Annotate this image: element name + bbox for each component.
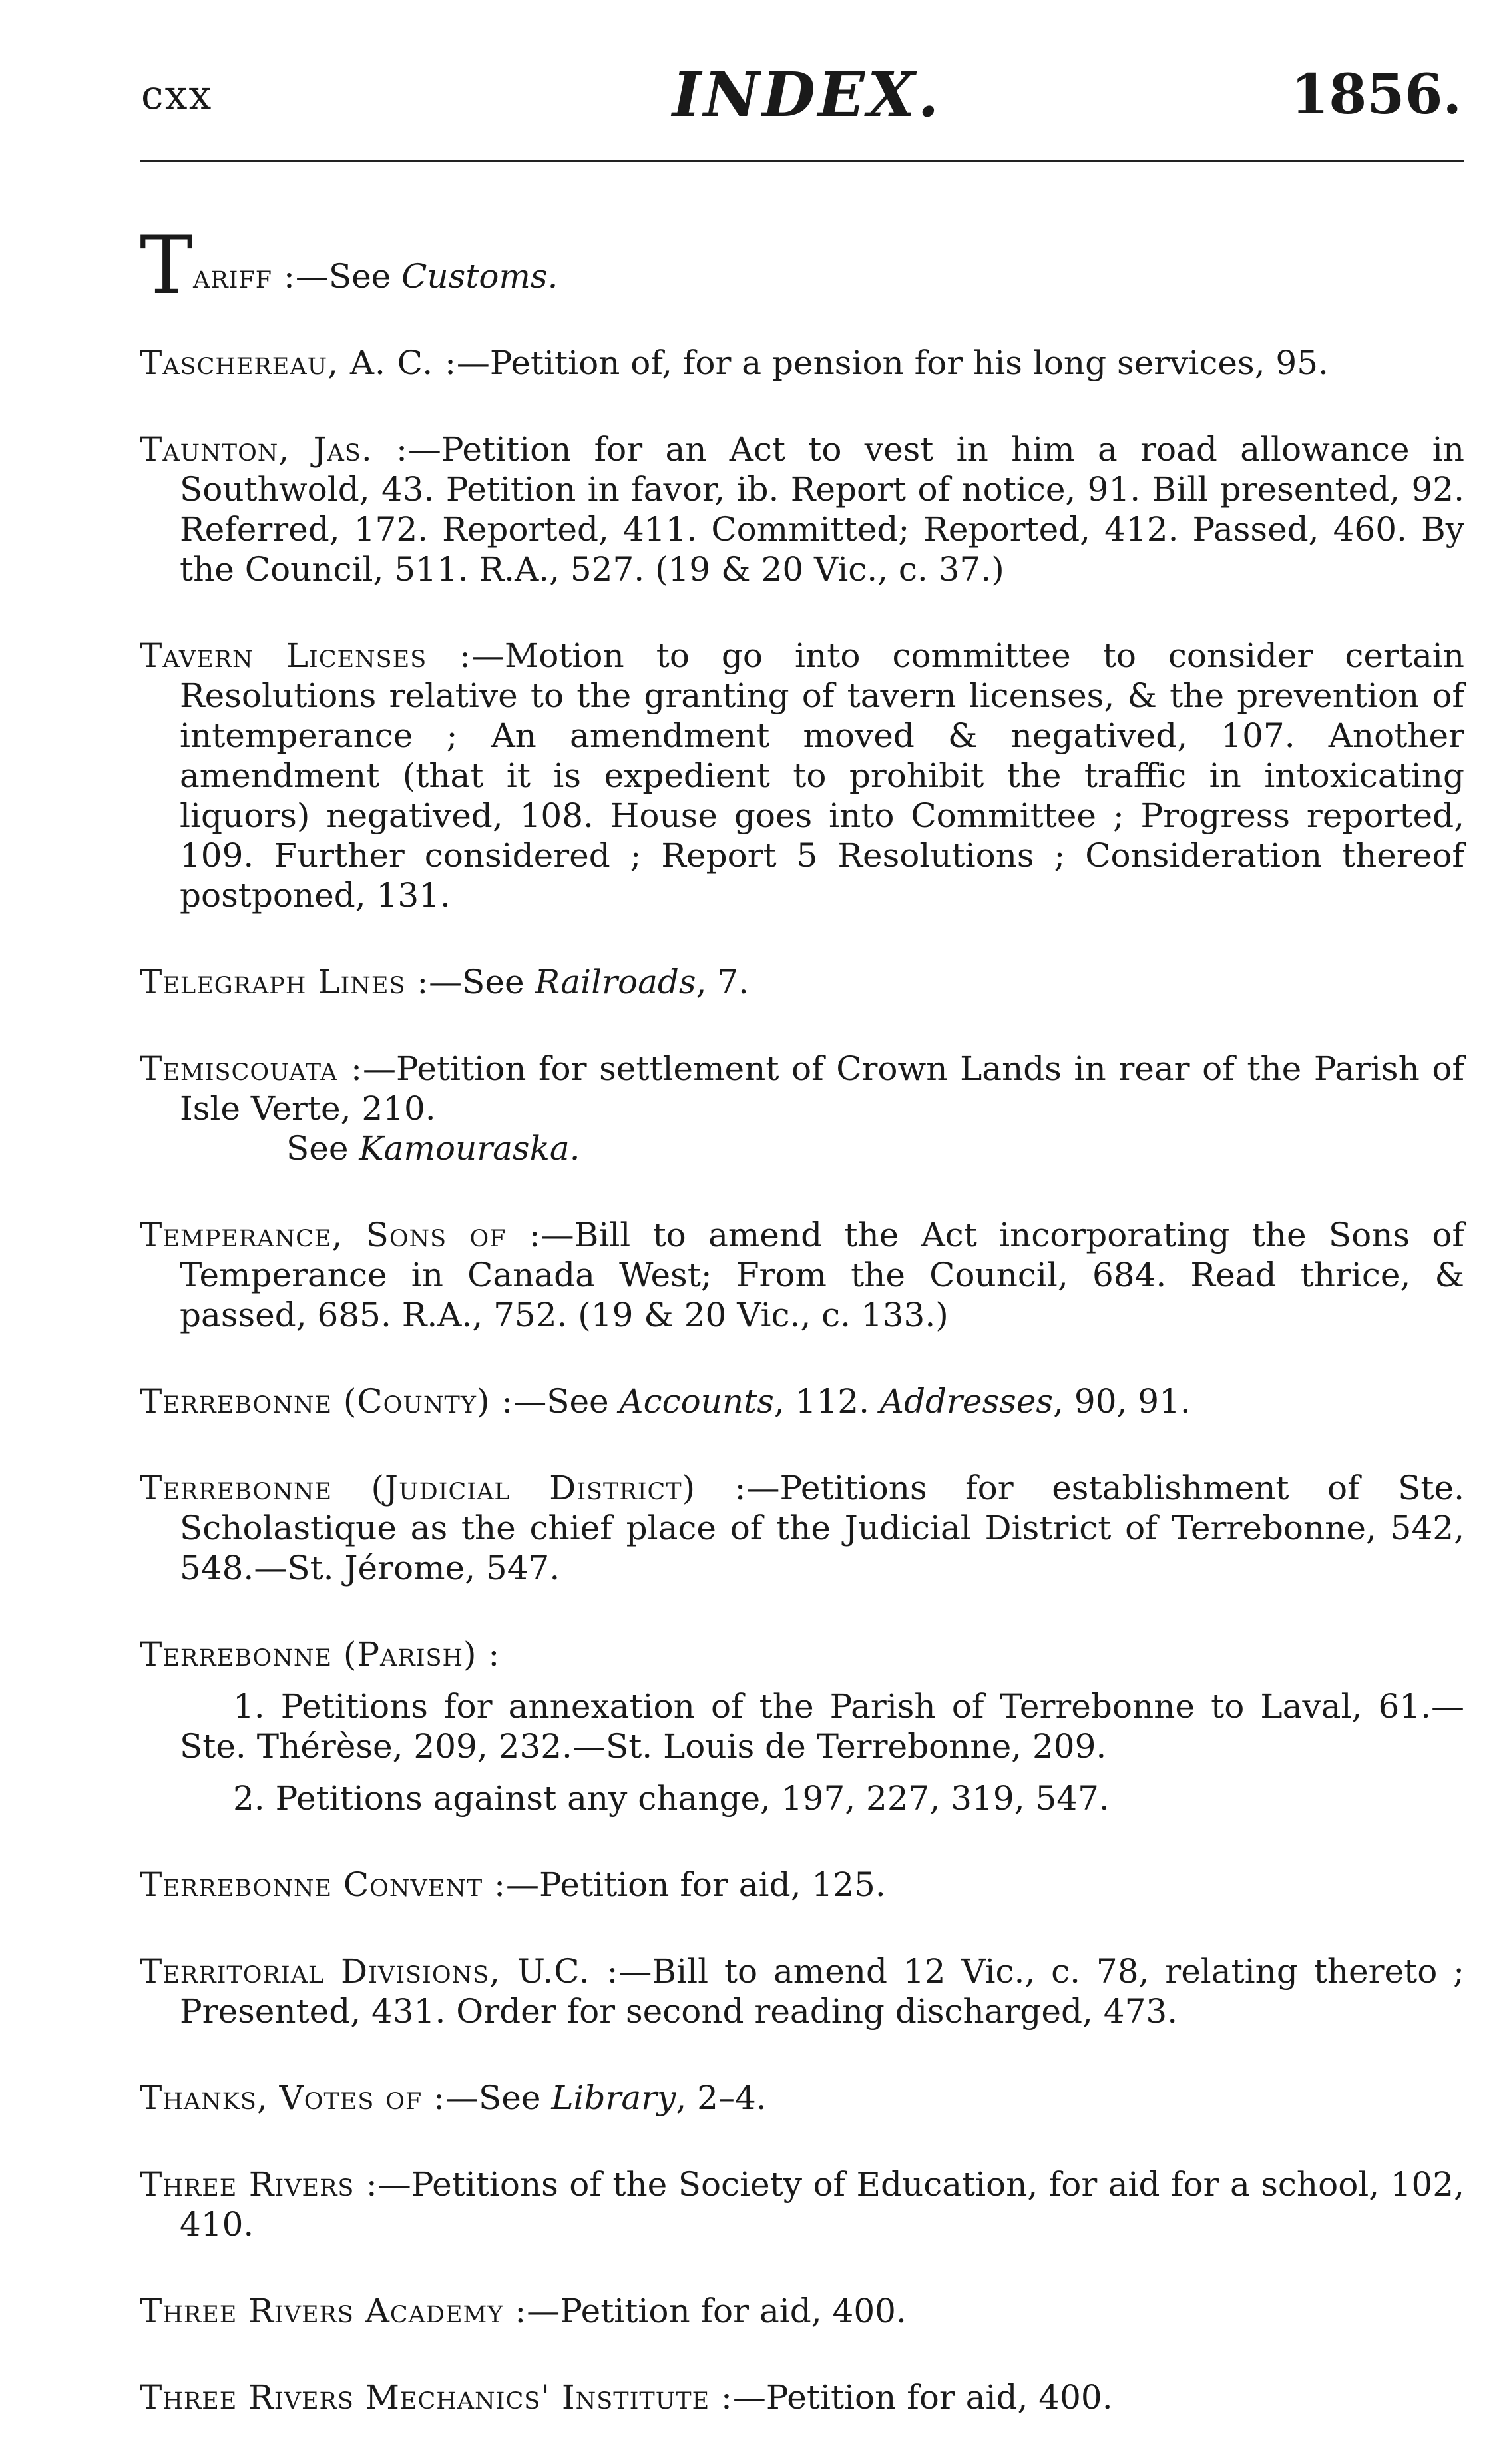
index-entry <box>140 2078 1464 2118</box>
index-entry <box>140 636 1464 915</box>
drop-initial: T <box>140 220 194 312</box>
index-entry <box>140 1215 1464 1335</box>
entry-text: —Bill to amend 12 Vic., c. 78, relating thereto ; Presented, 431. Order for second reading discharged, 473. <box>180 1952 1464 2031</box>
entry-heading: Terrebonne Convent : <box>140 1865 507 1904</box>
entry-heading: Taunton, Jas. : <box>140 430 408 469</box>
entry-text: —Motion to go into committee to consider certain Resolutions relative to the granting of tavern licenses, & the prevention of intemperance ; An amendment moved & negatived, 107. Another amendment (that it is expedient to prohibit the traffic in intoxicating liquors) negatived, 108. House goes into Committee ; Progress reported, 109. Further considered ; Report 5 Resolutions ; Consideration thereof postponed, 131. <box>180 636 1464 915</box>
entry-heading: Terrebonne (Judicial District) : <box>140 1469 747 1507</box>
index-entry <box>140 220 1464 312</box>
index-page <box>140 47 1464 2417</box>
header-rule-thick <box>140 160 1464 162</box>
entry-see-ref: Kamouraska. <box>359 1129 580 1168</box>
entry-heading: Telegraph Lines : <box>140 963 429 1001</box>
page-year: 1856. <box>1291 63 1462 126</box>
entry-text-mid: , 112. <box>773 1382 880 1421</box>
index-entry <box>140 1634 1464 1818</box>
entry-see-ref: Accounts <box>619 1382 774 1421</box>
index-entries <box>140 220 1464 2464</box>
entry-text: —Petitions of the Society of Education, for aid for a school, 102, 410. <box>180 2165 1464 2244</box>
entry-see-ref: Library <box>551 2079 676 2117</box>
entry-text: —See <box>429 963 535 1001</box>
entry-text: —See <box>513 1382 620 1421</box>
entry-text: —Petition for an Act to vest in him a road allowance in Southwold, 43. Petition in favor, ib. Report of notice, 91. Bill presented, 92. Referred, 172. Reported, 411. Committed; Reported, 412. Passed, 460. By the Council, 511. R.A., 527. (19 & 20 Vic., c. 37.) <box>180 430 1464 589</box>
entry-see-ref: Customs. <box>401 257 558 296</box>
entry-text: —Bill to amend the Act incorporating the Sons of Temperance in Canada West; From the Council, 684. Read thrice, & passed, 685. R.A., 752. (19 & 20 Vic., c. 133.) <box>180 1216 1464 1334</box>
header-rule <box>140 160 1464 166</box>
entry-heading: Territorial Divisions, U.C. : <box>140 1952 619 1991</box>
entry-text-after: , 7. <box>696 963 750 1001</box>
entry-heading: Three Rivers Mechanics' Institute : <box>140 2378 733 2417</box>
index-entry <box>140 1381 1464 1421</box>
entry-text: —Petition for aid, 400. <box>732 2378 1113 2417</box>
entry-text-after: , 2–4. <box>676 2079 767 2117</box>
entry-text-after: , 90, 91. <box>1053 1382 1191 1421</box>
entry-text: —Petition for aid, 125. <box>506 1865 886 1904</box>
index-entry <box>140 1951 1464 2031</box>
entry-heading: Three Rivers : <box>140 2165 378 2204</box>
entry-heading: Tavern Licenses : <box>140 636 472 675</box>
entry-see-ref: Railroads <box>535 963 696 1001</box>
index-entry <box>140 2164 1464 2244</box>
entry-text: —Petition of, for a pension for his long services, 95. <box>456 344 1329 382</box>
index-entry <box>140 2291 1464 2331</box>
index-entry <box>140 343 1464 383</box>
index-entry <box>140 1049 1464 1168</box>
index-entry <box>140 429 1464 589</box>
entry-heading: Three Rivers Academy : <box>140 2292 527 2330</box>
entry-text: —Petition for aid, 400. <box>527 2292 907 2330</box>
index-entry <box>140 962 1464 1002</box>
entry-heading: ariff : <box>193 257 296 296</box>
entry-heading: Temiscouata : <box>140 1049 363 1088</box>
page-header <box>140 47 1464 130</box>
entry-continuation <box>140 1128 1464 1168</box>
entry-text: —See <box>445 2079 552 2117</box>
entry-cont-text: See <box>286 1129 359 1168</box>
entry-text: —Petition for settlement of Crown Lands in rear of the Parish of Isle Verte, 210. <box>180 1049 1464 1128</box>
entry-subitem: 1. Petitions for annexation of the Parish of Terrebonne to Laval, 61.—Ste. Thérèse, 209, 232.—St. Louis de Terrebonne, 209. <box>180 1687 1464 1766</box>
entry-subitem: 2. Petitions against any change, 197, 227, 319, 547. <box>233 1779 1110 1818</box>
entry-heading: Taschereau, A. C. : <box>140 344 457 382</box>
entry-see-ref-2: Addresses <box>879 1382 1054 1421</box>
entry-heading: Terrebonne (Parish) : <box>140 1635 501 1674</box>
entry-heading: Thanks, Votes of : <box>140 2079 445 2117</box>
index-entry <box>140 1468 1464 1588</box>
page-number: cxx <box>141 72 213 119</box>
entry-heading: Terrebonne (County) : <box>140 1382 514 1421</box>
index-entry <box>140 2377 1464 2417</box>
page-title: INDEX. <box>672 59 942 130</box>
entry-heading: Temperance, Sons of : <box>140 1216 541 1254</box>
index-entry <box>140 1865 1464 1905</box>
entry-text: —See <box>295 257 402 296</box>
entry-text: —Petitions for establishment of Ste. Scholastique as the chief place of the Judicial District of Terrebonne, 542, 548.—St. Jérome, 547. <box>180 1469 1464 1587</box>
